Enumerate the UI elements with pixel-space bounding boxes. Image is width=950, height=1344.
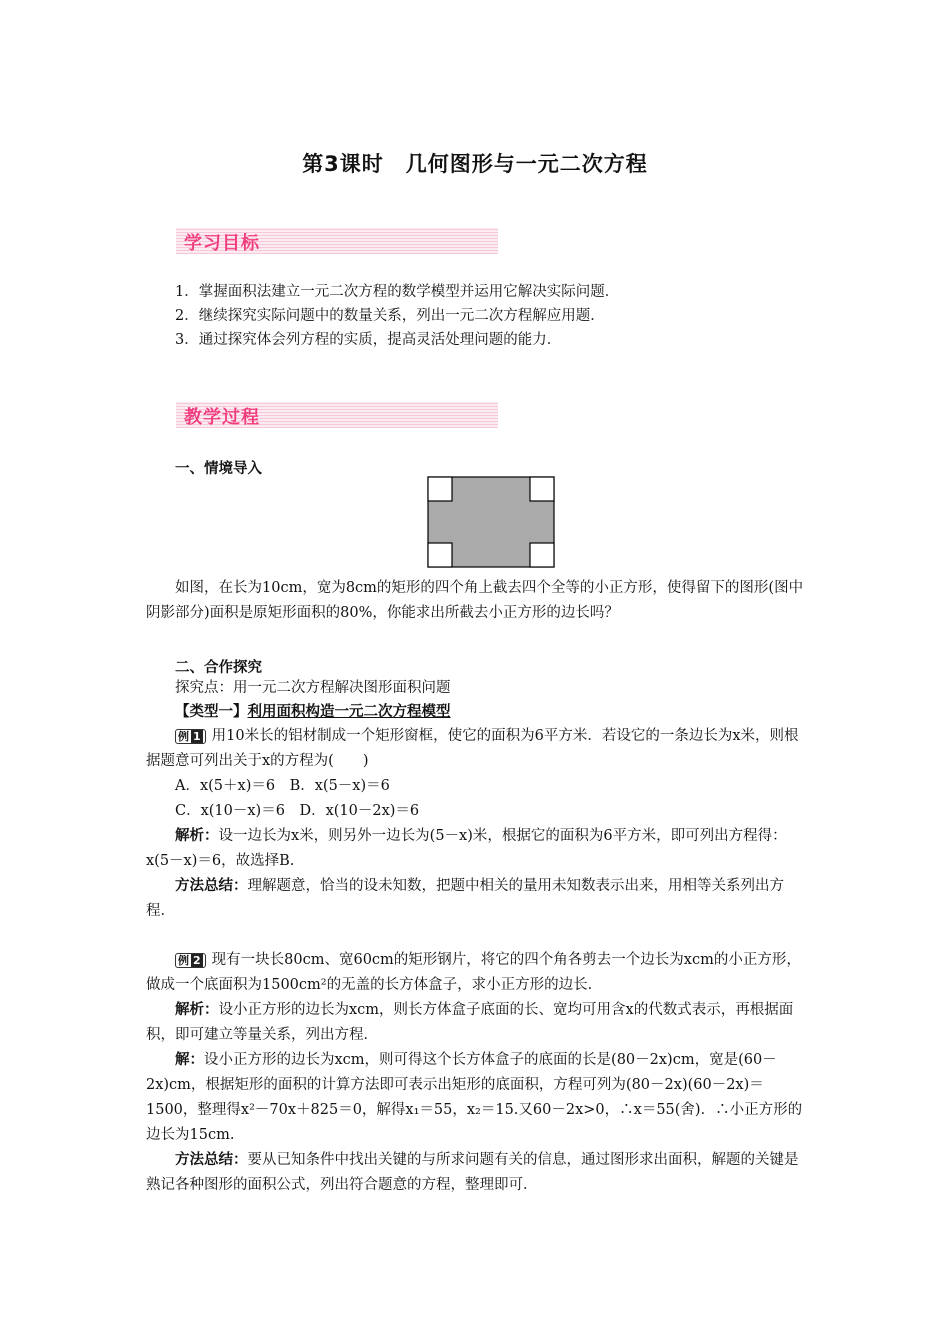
banner-process bbox=[176, 402, 498, 428]
type1-title: 利用面积构造一元二次方程模型 bbox=[247, 704, 451, 720]
intro-text: 如图，在长为10cm，宽为8cm的矩形的四个角上截去四个全等的小正方形，使得留下的图形(图中阴影部分)面积是原矩形面积的80%，你能求出所截去小正方形的边长吗？ bbox=[146, 580, 804, 621]
banner-process-label: 教学过程 bbox=[184, 407, 260, 428]
example-2-solution: 设小正方形的边长为xcm，则可得这个长方体盒子的底面的长是(80－2x)cm，宽是(60－2x)cm，根据矩形的面积的计算方法即可表示出矩形的底面积，方程可列为(80－2x)(60－2x)＝1500，整理得x²－70x＋825＝0，解得x₁＝55，x₂＝15.又60－2x>0，∴x＝55(舍)．∴小正方形的边长为15cm. bbox=[146, 1052, 803, 1143]
example-1-options-cd: C．x(10－x)＝6 D．x(10－2x)＝6 bbox=[175, 803, 420, 819]
objective-3: 3．通过探究体会列方程的实质，提高灵活处理问题的能力． bbox=[175, 332, 562, 348]
example-1-badge: 例 1 bbox=[175, 729, 206, 744]
objective-2: 2．继续探究实际问题中的数量关系，列出一元二次方程解应用题． bbox=[175, 308, 605, 324]
example-1 bbox=[146, 724, 806, 924]
example-1-question: 用10米长的铝材制成一个矩形窗框，使它的面积为6平方米．若设它的一条边长为x米，则根据题意可列出关于x的方程为( ) bbox=[146, 728, 799, 769]
example-2-analysis-label: 解析： bbox=[175, 1002, 219, 1018]
example-2-summary-label: 方法总结： bbox=[175, 1152, 248, 1168]
objective-1: 1．掌握面积法建立一元二次方程的数学模型并运用它解决实际问题． bbox=[175, 284, 620, 300]
example-2-summary: 要从已知条件中找出关键的与所求问题有关的信息，通过图形求出面积，解题的关键是熟记各种图形的面积公式，列出符合题意的方程，整理即可． bbox=[146, 1152, 799, 1193]
example-1-analysis: 设一边长为x米，则另外一边长为(5－x)米，根据它的面积为6平方米，即可列出方程得：x(5－x)＝6，故选择B. bbox=[146, 828, 787, 869]
section-intro-heading: 一、情境导入 bbox=[175, 461, 262, 477]
lesson-title: 第3课时 几何图形与一元二次方程 bbox=[302, 152, 648, 176]
banner-objectives bbox=[176, 228, 498, 254]
example-2-question: 现有一块长80cm、宽60cm的矩形钢片，将它的四个角各剪去一个边长为xcm的小正方形，做成一个底面积为1500cm²的无盖的长方体盒子，求小正方形的边长． bbox=[146, 952, 801, 993]
example-2-badge: 例 2 bbox=[175, 953, 206, 968]
explore-point: 探究点：用一元二次方程解决图形面积问题 bbox=[175, 680, 451, 696]
type1-heading bbox=[175, 700, 451, 724]
example-2-solution-label: 解： bbox=[175, 1052, 204, 1068]
banner-objectives-label: 学习目标 bbox=[184, 233, 260, 254]
section-explore-heading: 二、合作探究 bbox=[175, 660, 262, 676]
example-1-options-ab: A．x(5＋x)＝6 B．x(5－x)＝6 bbox=[175, 778, 390, 794]
intro-paragraph bbox=[146, 576, 806, 626]
rectangle-figure bbox=[427, 476, 557, 570]
type1-bracket: 【类型一】 bbox=[175, 704, 248, 720]
example-1-summary-label: 方法总结： bbox=[175, 878, 248, 894]
example-1-analysis-label: 解析： bbox=[175, 828, 219, 844]
example-2-analysis: 设小正方形的边长为xcm，则长方体盒子底面的长、宽均可用含x的代数式表示，再根据面积，即可建立等量关系，列出方程． bbox=[146, 1002, 794, 1043]
example-2 bbox=[146, 948, 806, 1198]
example-1-summary: 理解题意，恰当的设未知数，把题中相关的量用未知数表示出来，用相等关系列出方程． bbox=[146, 878, 784, 919]
